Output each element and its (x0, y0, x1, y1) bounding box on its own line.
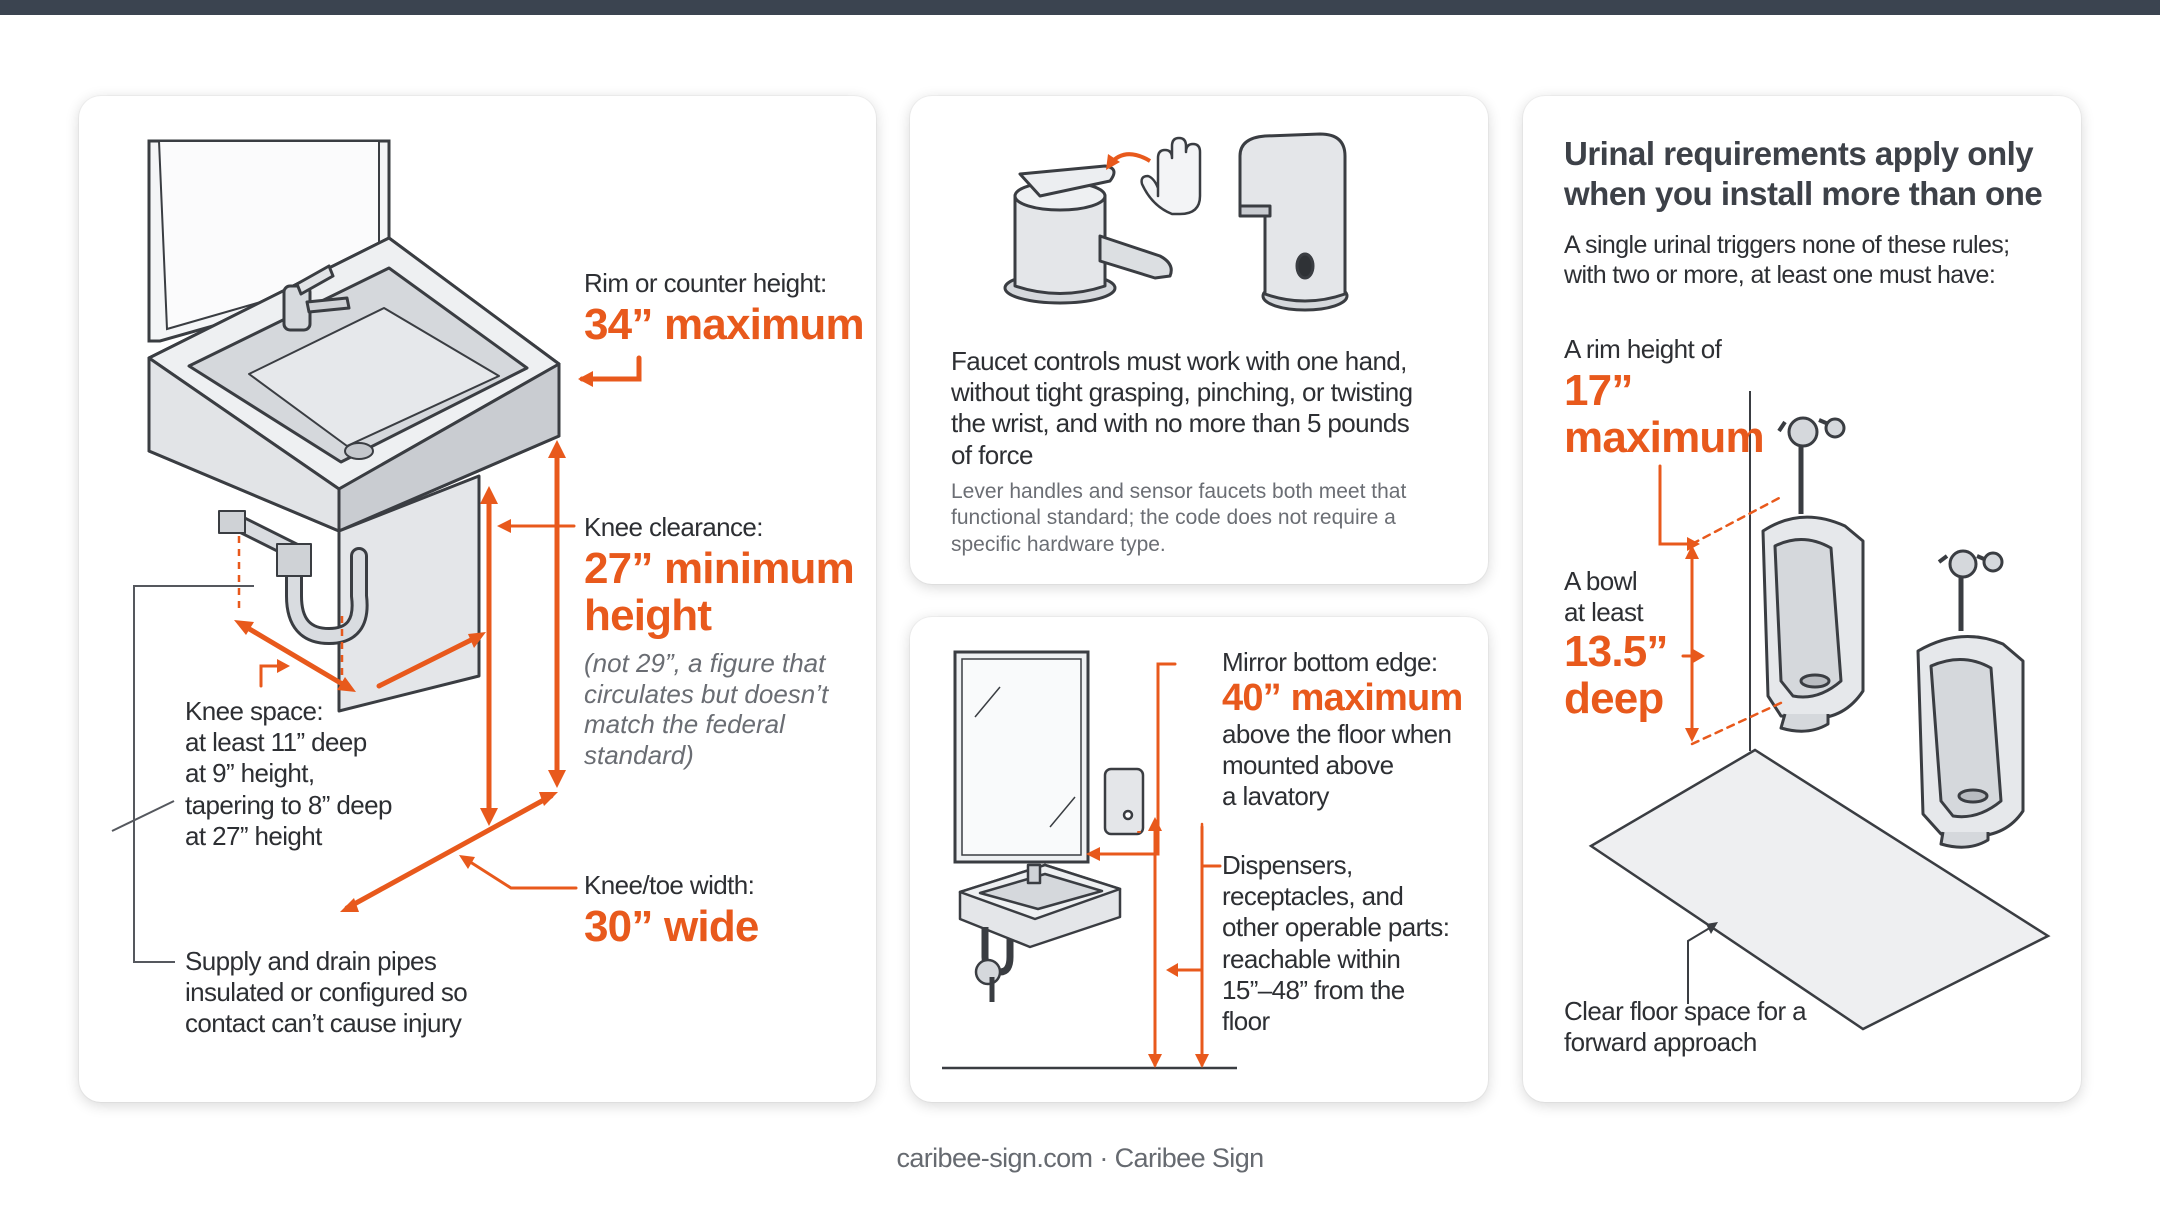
knee-clearance-value-2: height (584, 591, 712, 640)
urinal-rim-value: 17” (1564, 366, 1633, 415)
faucet-main-text: Faucet controls must work with one hand, without tight grasping, pinching, or twisting the wrist, and with no more than 5 pounds of force (951, 346, 1413, 470)
urinal-panel (1523, 96, 2081, 1102)
mirror-value: 40” maximum (1222, 677, 1463, 719)
knee-clearance-value: 27” minimum (584, 544, 854, 593)
urinal-title: Urinal requirements apply only when you install more than one (1564, 135, 2043, 212)
mirror-label: Mirror bottom edge: (1222, 647, 1438, 677)
clear-floor-text: Clear floor space for a forward approach (1564, 996, 1806, 1058)
footer-credit: caribee-sign.com · Caribee Sign (896, 1143, 1264, 1173)
hand-icon (1142, 138, 1200, 214)
urinal-icon-2 (1918, 551, 2023, 847)
floor-pointer (1688, 922, 1718, 1004)
rim-height-value: 34” maximum (584, 300, 864, 349)
small-sink-icon (960, 865, 1120, 1002)
urinal-rim-value-2: maximum (1564, 413, 1764, 462)
soap-dispenser-icon (1105, 769, 1143, 834)
rim-height-label: Rim or counter height: (584, 268, 827, 298)
mirror-text: above the floor when mounted above a lavatory (1222, 719, 1452, 812)
urinal-intro: A single urinal triggers none of these rules; with two or more, at least one must have: (1564, 231, 2010, 289)
urinal-bowl-value: 13.5” (1564, 627, 1668, 676)
toe-width-label: Knee/toe width: (584, 870, 755, 900)
urinal-rim-label: A rim height of (1564, 334, 1722, 364)
pipes-text: Supply and drain pipes insulated or configured so contact can’t cause injury (185, 946, 468, 1039)
mirror-panel (910, 617, 1488, 1102)
faucet-sub-text: Lever handles and sensor faucets both meet that functional standard; the code does not require a specific hardware type. (951, 480, 1407, 556)
urinal-bowl-label: A bowl at least (1564, 566, 1644, 628)
top-bar (0, 0, 2160, 15)
knee-clearance-label: Knee clearance: (584, 512, 763, 542)
toe-width-value: 30” wide (584, 902, 759, 951)
urinal-bowl-value-2: deep (1564, 674, 1664, 723)
knee-clearance-note: (not 29”, a figure that circulates but doesn’t match the federal standard) (584, 648, 829, 771)
knee-space-text: Knee space: at least 11” deep at 9” height, tapering to 8” deep at 27” height (185, 696, 392, 851)
urinal-icon (1763, 418, 1863, 731)
sink-panel (79, 96, 876, 1102)
sensor-faucet-icon (1240, 134, 1347, 310)
mirror-dimensions (1086, 664, 1220, 1068)
dispenser-text: Dispensers, receptacles, and other operable parts: reachable within 15”–48” from the floor (1222, 850, 1450, 1036)
wall-mirror-icon (955, 652, 1088, 862)
faucet-panel (910, 96, 1488, 584)
